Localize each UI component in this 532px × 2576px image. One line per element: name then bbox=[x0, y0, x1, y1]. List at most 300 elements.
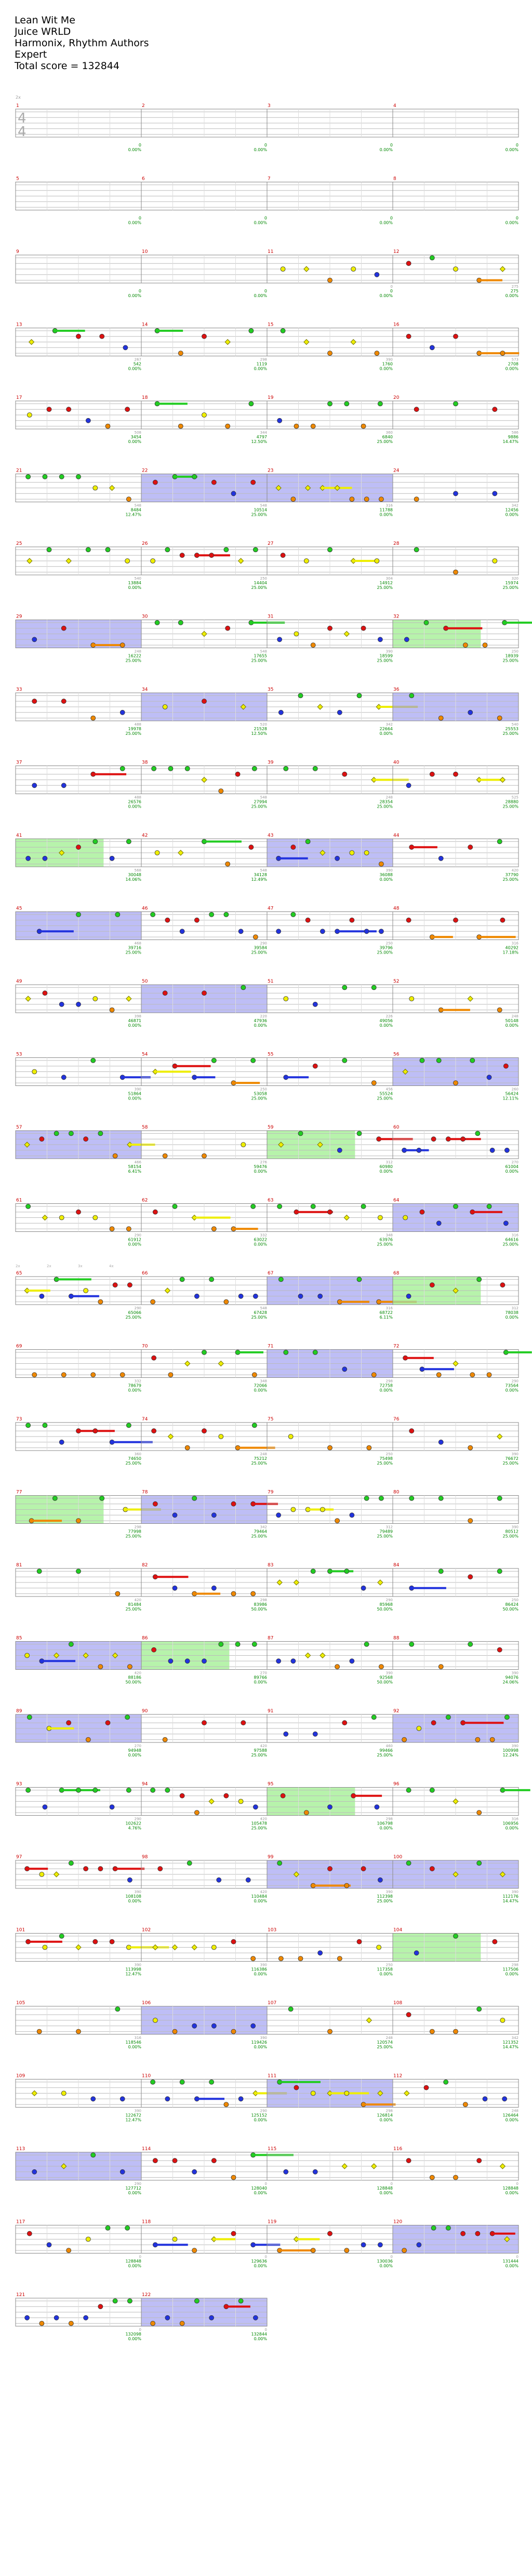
measure-78 bbox=[141, 1490, 278, 1539]
beat-score: 290 bbox=[134, 1233, 141, 1238]
measure-percent: 0.00% bbox=[505, 220, 518, 225]
measure-score: 112398 bbox=[377, 1894, 393, 1899]
note-gem bbox=[328, 401, 332, 406]
measure-29 bbox=[16, 614, 141, 663]
note-gem bbox=[318, 1294, 323, 1298]
measure-number: 98 bbox=[142, 1855, 148, 1860]
measure-percent: 0.00% bbox=[254, 2191, 267, 2195]
measure-number: 105 bbox=[16, 2001, 25, 2006]
note-gem bbox=[291, 1507, 296, 1512]
measure-percent: 0.00% bbox=[128, 804, 141, 809]
measure-4 bbox=[393, 103, 518, 152]
artist-name: Juice WRLD bbox=[15, 26, 71, 37]
beat-score: 508 bbox=[134, 431, 141, 435]
beat-score: 250 bbox=[260, 576, 267, 581]
note-gem bbox=[311, 643, 315, 648]
measure-number: 120 bbox=[393, 2219, 403, 2225]
note-gem bbox=[93, 1939, 98, 1944]
note-gem bbox=[438, 716, 443, 720]
note-gem bbox=[430, 1788, 434, 1792]
measure-score: 14404 bbox=[254, 581, 267, 585]
measure-percent: 12.47% bbox=[125, 512, 141, 517]
measure-percent: 0.00% bbox=[379, 1388, 393, 1393]
measure-104 bbox=[393, 1928, 518, 1977]
note-gem bbox=[375, 272, 379, 277]
note-gem bbox=[366, 2018, 371, 2023]
note-gem bbox=[497, 716, 502, 720]
measure-number: 47 bbox=[268, 906, 274, 911]
measure-number: 71 bbox=[268, 1344, 274, 1349]
note-gem bbox=[313, 1350, 317, 1354]
note-gem bbox=[344, 2248, 349, 2253]
note-gem bbox=[350, 1659, 354, 1663]
beat-score: 248 bbox=[385, 795, 393, 800]
beat-score: 390 bbox=[134, 1963, 141, 1967]
measure-102 bbox=[141, 1928, 267, 1977]
note-gem bbox=[39, 2321, 44, 2326]
note-gem bbox=[430, 772, 434, 776]
note-gem bbox=[364, 929, 369, 934]
note-gem bbox=[110, 856, 114, 861]
measure-41 bbox=[16, 833, 141, 882]
measure-percent: 50.00% bbox=[502, 1607, 518, 1612]
measure-66 bbox=[141, 1271, 267, 1320]
measure-score: 0 bbox=[515, 143, 518, 147]
beat-score: 276 bbox=[260, 1160, 267, 1164]
note-gem bbox=[493, 491, 497, 496]
note-gem bbox=[194, 1810, 199, 1815]
beat-score: 348 bbox=[260, 1379, 267, 1384]
note-gem bbox=[152, 1647, 156, 1652]
measure-percent: 25.00% bbox=[251, 950, 267, 955]
measure-score: 47936 bbox=[254, 1018, 267, 1023]
difficulty-label: Expert bbox=[15, 49, 47, 60]
note-gem bbox=[238, 2299, 243, 2303]
measure-19 bbox=[267, 395, 393, 444]
note-gem bbox=[76, 1569, 81, 1574]
measure-percent: 12.24% bbox=[502, 1753, 518, 1757]
note-gem bbox=[403, 1215, 408, 1220]
note-gem bbox=[27, 2231, 32, 2236]
note-gem bbox=[468, 710, 473, 715]
measure-number: 13 bbox=[16, 322, 22, 328]
measure-percent: 50.00% bbox=[377, 1607, 393, 1612]
note-gem bbox=[93, 1429, 98, 1433]
note-gem bbox=[318, 1951, 323, 1955]
measure-number: 41 bbox=[16, 833, 22, 838]
note-gem bbox=[127, 1283, 132, 1287]
note-gem bbox=[357, 1939, 362, 1944]
measure-number: 28 bbox=[393, 541, 400, 546]
note-gem bbox=[454, 491, 458, 496]
beat-score: 290 bbox=[511, 1379, 518, 1384]
note-gem bbox=[126, 1227, 131, 1231]
note-gem bbox=[192, 1496, 197, 1500]
measure-score: 68722 bbox=[379, 1310, 393, 1315]
note-gem bbox=[493, 559, 497, 564]
beat-score: 0 bbox=[390, 2255, 393, 2259]
note-gem bbox=[497, 1569, 502, 1574]
note-gem bbox=[231, 1501, 236, 1506]
note-gem bbox=[414, 1951, 419, 1955]
measure-71 bbox=[267, 1344, 393, 1393]
beat-score: 298 bbox=[134, 1525, 141, 1530]
note-gem bbox=[468, 1575, 473, 1579]
note-gem bbox=[54, 2315, 59, 2320]
measure-score: 117358 bbox=[377, 1967, 393, 1972]
measure-percent: 50.00% bbox=[251, 1607, 267, 1612]
beat-score: 390 bbox=[260, 1963, 267, 1967]
note-gem bbox=[431, 2225, 436, 2230]
note-gem bbox=[431, 1137, 436, 1142]
measure-score: 72758 bbox=[379, 1383, 393, 1388]
note-gem bbox=[371, 985, 376, 990]
note-gem bbox=[172, 2237, 177, 2242]
measure-score: 126464 bbox=[502, 2113, 518, 2118]
measure-number: 108 bbox=[393, 2001, 403, 2006]
measure-percent: 0.00% bbox=[254, 1169, 267, 1174]
measure-percent: 25.00% bbox=[377, 804, 393, 809]
note-gem bbox=[98, 1131, 103, 1136]
measure-percent: 0.00% bbox=[379, 877, 393, 882]
note-gem bbox=[251, 1956, 256, 1961]
measure-112 bbox=[393, 2074, 518, 2123]
measure-7 bbox=[267, 177, 393, 225]
beat-score: 316 bbox=[385, 503, 393, 508]
note-gem bbox=[115, 912, 120, 917]
note-gem bbox=[37, 2029, 42, 2034]
note-gem bbox=[125, 407, 130, 412]
note-gem bbox=[61, 626, 66, 630]
note-gem bbox=[231, 1939, 236, 1944]
measure-percent: 25.00% bbox=[251, 658, 267, 663]
measure-score: 14912 bbox=[379, 581, 393, 585]
note-gem bbox=[278, 710, 283, 715]
measure-92 bbox=[393, 1709, 518, 1757]
note-gem bbox=[277, 1861, 282, 1866]
measure-number: 68 bbox=[393, 1271, 400, 1276]
measure-77 bbox=[16, 1490, 161, 1539]
measure-percent: 25.00% bbox=[251, 1534, 267, 1539]
beat-score: 540 bbox=[134, 576, 141, 581]
measure-20 bbox=[393, 395, 519, 444]
note-gem bbox=[211, 2023, 216, 2028]
measure-number: 117 bbox=[16, 2219, 25, 2225]
note-gem bbox=[202, 777, 207, 783]
note-gem bbox=[379, 929, 383, 934]
note-gem bbox=[238, 1799, 243, 1804]
measure-score: 64616 bbox=[505, 1237, 518, 1242]
note-gem bbox=[311, 424, 315, 428]
measure-score: 542 bbox=[133, 361, 141, 367]
measure-score: 37790 bbox=[505, 873, 518, 877]
measure-43 bbox=[267, 833, 393, 882]
note-gem bbox=[91, 1373, 96, 1377]
measure-percent: 12.47% bbox=[125, 2117, 141, 2123]
note-gem bbox=[202, 1350, 207, 1354]
note-gem bbox=[337, 1956, 342, 1961]
note-gem bbox=[43, 1945, 47, 1950]
measure-number: 42 bbox=[142, 833, 148, 838]
note-gem bbox=[500, 2164, 505, 2169]
measure-23 bbox=[267, 468, 393, 517]
beat-score: 548 bbox=[260, 795, 267, 800]
measure-percent: 14.47% bbox=[502, 1899, 518, 1903]
note-gem bbox=[328, 1805, 332, 1809]
beat-score: 420 bbox=[260, 1744, 267, 1748]
measure-number: 11 bbox=[268, 249, 274, 254]
measure-score: 102622 bbox=[125, 1821, 141, 1826]
note-gem bbox=[39, 1137, 44, 1142]
measure-score: 15974 bbox=[505, 581, 518, 585]
measure-score: 63976 bbox=[379, 1237, 393, 1242]
measure-47 bbox=[267, 906, 393, 955]
note-gem bbox=[93, 1788, 98, 1792]
note-gem bbox=[351, 267, 356, 272]
note-gem bbox=[377, 1945, 381, 1950]
beat-score: 312 bbox=[385, 1525, 393, 1530]
note-gem bbox=[252, 1423, 257, 1428]
beat-score: 390 bbox=[134, 2109, 141, 2113]
beat-score: 390 bbox=[134, 1890, 141, 1894]
measure-number: 103 bbox=[268, 1927, 277, 1933]
note-gem bbox=[277, 418, 282, 423]
note-gem bbox=[127, 1877, 132, 1882]
note-gem bbox=[194, 1294, 199, 1298]
note-gem bbox=[110, 486, 115, 491]
beat-score: 248 bbox=[511, 1014, 518, 1018]
measure-85 bbox=[16, 1636, 141, 1685]
note-gem bbox=[27, 1715, 32, 1720]
note-gem bbox=[361, 1867, 366, 1871]
note-gem bbox=[402, 1737, 407, 1742]
note-gem bbox=[291, 845, 296, 850]
measure-percent: 6.11% bbox=[379, 1315, 393, 1320]
measure-percent: 25.00% bbox=[502, 804, 518, 809]
measure-score: 0 bbox=[515, 216, 518, 221]
note-gem bbox=[180, 1277, 184, 1282]
measure-number: 7 bbox=[268, 176, 271, 182]
measure-number: 78 bbox=[142, 1490, 148, 1495]
measure-number: 31 bbox=[268, 614, 274, 620]
measure-number: 107 bbox=[268, 2001, 277, 2006]
measure-13 bbox=[16, 323, 141, 371]
note-gem bbox=[76, 1210, 81, 1214]
note-gem bbox=[493, 1939, 497, 1944]
note-gem bbox=[209, 912, 214, 917]
note-gem bbox=[454, 570, 458, 574]
measure-number: 9 bbox=[16, 249, 19, 254]
note-gem bbox=[27, 413, 32, 418]
measure-61 bbox=[16, 1198, 141, 1247]
measure-number: 45 bbox=[16, 906, 22, 911]
note-gem bbox=[304, 340, 309, 345]
measure-score: 30048 bbox=[128, 873, 141, 877]
measure-score: 61912 bbox=[128, 1237, 141, 1242]
note-gem bbox=[417, 1726, 421, 1731]
note-gem bbox=[454, 772, 458, 776]
measure-score: 100998 bbox=[502, 1748, 518, 1753]
note-gem bbox=[406, 783, 411, 788]
measure-percent: 14.06% bbox=[125, 877, 141, 882]
note-gem bbox=[378, 1580, 383, 1585]
measure-number: 95 bbox=[268, 1781, 274, 1787]
measure-number: 82 bbox=[142, 1563, 148, 1568]
measure-percent: 0.00% bbox=[505, 2117, 518, 2123]
note-gem bbox=[43, 856, 47, 861]
note-gem bbox=[454, 1934, 458, 1938]
measure-82 bbox=[141, 1563, 267, 1612]
measure-percent: 0.00% bbox=[254, 2117, 267, 2123]
note-gem bbox=[84, 1137, 88, 1142]
note-gem bbox=[477, 2007, 482, 2011]
note-gem bbox=[172, 2158, 177, 2163]
note-gem bbox=[337, 710, 342, 715]
note-gem bbox=[110, 1008, 114, 1012]
note-gem bbox=[165, 2315, 170, 2320]
note-gem bbox=[217, 1877, 221, 1882]
measure-percent: 14.47% bbox=[502, 439, 518, 444]
note-gem bbox=[151, 2079, 155, 2084]
beat-score: 250 bbox=[385, 941, 393, 946]
note-gem bbox=[151, 1788, 155, 1792]
note-gem bbox=[153, 2018, 157, 2023]
note-gem bbox=[477, 1277, 482, 1282]
note-gem bbox=[61, 2091, 66, 2096]
measure-percent: 0.00% bbox=[128, 1753, 141, 1757]
measure-percent: 25.00% bbox=[502, 731, 518, 736]
note-gem bbox=[69, 2321, 73, 2326]
note-gem bbox=[110, 1227, 114, 1231]
note-gem bbox=[454, 334, 458, 339]
note-gem bbox=[430, 1867, 434, 1871]
beat-score: 250 bbox=[511, 1598, 518, 1602]
note-gem bbox=[468, 1642, 473, 1646]
note-gem bbox=[59, 1215, 64, 1220]
measure-percent: 25.00% bbox=[251, 512, 267, 517]
note-gem bbox=[430, 1283, 434, 1287]
note-gem bbox=[461, 1137, 466, 1142]
beat-score: 226 bbox=[385, 1014, 393, 1018]
measure-score: 50148 bbox=[505, 1018, 518, 1023]
note-gem bbox=[153, 1501, 157, 1506]
note-gem bbox=[251, 480, 256, 485]
note-gem bbox=[379, 1496, 383, 1500]
measure-score: 80512 bbox=[505, 1529, 518, 1534]
note-gem bbox=[209, 1277, 214, 1282]
note-gem bbox=[461, 2231, 466, 2236]
note-gem bbox=[219, 1642, 223, 1646]
beat-score: 290 bbox=[260, 941, 267, 946]
beat-score: 298 bbox=[385, 1379, 393, 1384]
note-gem bbox=[211, 1945, 216, 1950]
note-gem bbox=[291, 1659, 296, 1663]
note-gem bbox=[43, 1423, 47, 1428]
measure-percent: 25.00% bbox=[377, 1242, 393, 1247]
note-gem bbox=[120, 2097, 125, 2101]
note-gem bbox=[202, 1153, 207, 1158]
measure-percent: 0.00% bbox=[505, 1388, 518, 1393]
note-gem bbox=[105, 2225, 110, 2230]
measure-65 bbox=[16, 1271, 141, 1320]
note-gem bbox=[32, 2091, 37, 2096]
measure-percent: 25.00% bbox=[251, 1753, 267, 1757]
measure-score: 86424 bbox=[505, 1602, 518, 1607]
note-gem bbox=[153, 2158, 157, 2163]
note-gem bbox=[378, 637, 382, 642]
note-gem bbox=[414, 547, 419, 552]
measure-score: 0 bbox=[264, 289, 267, 293]
note-gem bbox=[52, 1496, 57, 1500]
measure-score: 88186 bbox=[128, 1675, 141, 1680]
beat-score: 390 bbox=[385, 1890, 393, 1894]
note-gem bbox=[298, 693, 303, 698]
beat-score: 267 bbox=[134, 357, 141, 362]
note-gem bbox=[113, 1283, 117, 1287]
note-gem bbox=[152, 1429, 156, 1433]
measure-number: 30 bbox=[142, 614, 148, 620]
note-gem bbox=[113, 1153, 117, 1158]
note-gem bbox=[249, 401, 254, 406]
note-gem bbox=[76, 2029, 81, 2034]
beat-score: 540 bbox=[511, 722, 518, 727]
measure-3 bbox=[267, 103, 393, 152]
measure-percent: 25.00% bbox=[377, 1534, 393, 1539]
measure-percent: 25.00% bbox=[377, 439, 393, 444]
measure-percent: 0.00% bbox=[254, 220, 267, 225]
measure-12 bbox=[390, 249, 518, 298]
note-gem bbox=[151, 1299, 155, 1304]
measure-percent: 0.00% bbox=[128, 2337, 141, 2341]
note-gem bbox=[25, 1653, 30, 1658]
beat-score: 316 bbox=[385, 1306, 393, 1310]
note-gem bbox=[172, 1586, 177, 1590]
note-gem bbox=[438, 1440, 443, 1444]
measure-score: 105478 bbox=[251, 1821, 267, 1826]
note-gem bbox=[344, 1215, 349, 1220]
measure-percent: 25.00% bbox=[502, 585, 518, 590]
measure-107 bbox=[267, 2001, 393, 2049]
measure-number: 104 bbox=[393, 1927, 403, 1933]
note-gem bbox=[47, 2243, 51, 2247]
note-gem bbox=[86, 418, 90, 423]
note-gem bbox=[120, 2169, 125, 2174]
measure-36 bbox=[393, 687, 518, 736]
measure-score: 128848 bbox=[125, 2259, 141, 2264]
measure-number: 50 bbox=[142, 979, 148, 984]
measure-percent: 12.47% bbox=[125, 1971, 141, 1977]
note-gem bbox=[100, 1496, 104, 1500]
note-gem bbox=[66, 1721, 71, 1725]
measure-score: 6840 bbox=[382, 435, 393, 439]
note-gem bbox=[487, 1373, 491, 1377]
note-gem bbox=[192, 1945, 197, 1950]
note-gem bbox=[375, 1805, 379, 1809]
measure-46 bbox=[141, 906, 267, 955]
measure-score: 106798 bbox=[377, 1821, 393, 1826]
measure-113 bbox=[16, 2146, 141, 2195]
note-gem bbox=[192, 2248, 197, 2253]
measure-number: 88 bbox=[393, 1635, 400, 1641]
measure-9 bbox=[16, 249, 141, 298]
measure-percent: 25.00% bbox=[377, 1096, 393, 1101]
measure-score: 46871 bbox=[128, 1018, 141, 1023]
beat-score: 0 bbox=[139, 2255, 141, 2259]
measure-score: 79489 bbox=[379, 1529, 393, 1534]
measure-number: 12 bbox=[393, 249, 400, 254]
note-gem bbox=[378, 1877, 382, 1882]
note-gem bbox=[438, 1665, 443, 1669]
